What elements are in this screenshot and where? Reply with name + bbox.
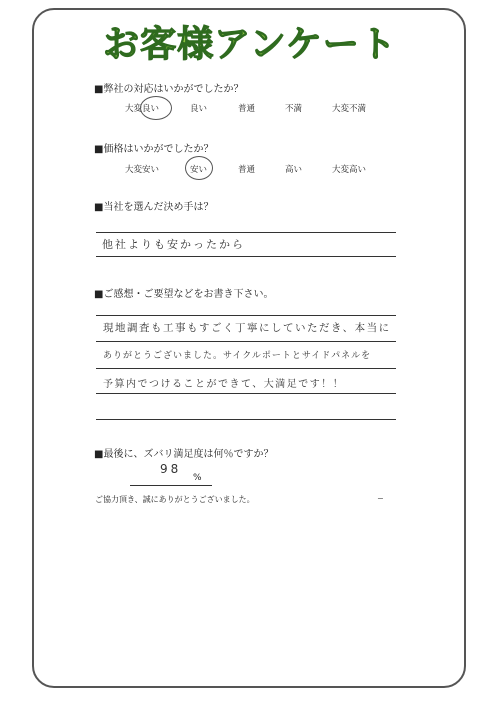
q3-line-2 (96, 256, 396, 257)
q2-option-2[interactable]: 安い (190, 165, 208, 175)
thank-you-footer: ご協力頂き、誠にありがとうございました。 (95, 495, 255, 504)
q1-option-2[interactable]: 良い (190, 104, 208, 114)
q2-option-5[interactable]: 大変高い (332, 165, 367, 175)
q1-option-4[interactable]: 不満 (285, 104, 303, 114)
q2-option-1[interactable]: 大変安い (125, 165, 160, 175)
q3-answer: 他社よりも安かったから (102, 238, 245, 251)
q5-line (130, 485, 212, 486)
q4-line-2 (96, 341, 396, 342)
q4-line-5 (96, 419, 396, 420)
q5-percent-unit: % (193, 473, 202, 483)
q3-label: ■当社を選んだ決め手は？ (94, 202, 214, 213)
q1-option-3[interactable]: 普通 (238, 104, 256, 114)
q1-selection-circle (140, 96, 172, 120)
q3-line-1 (96, 232, 396, 233)
footer-dash: − (377, 494, 384, 503)
q1-option-1[interactable]: 大変良い (125, 104, 160, 114)
q4-answer-line-3: 予算内でつけることができて、大満足です！！ (103, 379, 345, 390)
q4-answer-line-2: ありがとうございました。サイクルポートとサイドパネルを (103, 351, 372, 361)
survey-title: お客様アンケート (103, 24, 397, 65)
q4-label: ■ご感想・ご要望などをお書き下さい。 (94, 289, 274, 300)
q5-label: ■最後に、ズバリ満足度は何％ですか？ (94, 449, 274, 460)
q4-line-3 (96, 368, 396, 369)
q4-line-4 (96, 393, 396, 394)
q2-label: ■価格はいかがでしたか？ (94, 144, 214, 155)
q1-option-5[interactable]: 大変不満 (332, 104, 367, 114)
q1-label: ■弊社の対応はいかがでしたか？ (94, 84, 244, 95)
q4-answer-line-1: 現地調査も工事もすごく丁寧にしていただき、本当に (103, 322, 391, 334)
q4-line-1 (96, 315, 396, 316)
q2-option-3[interactable]: 普通 (238, 165, 256, 175)
q5-answer: 98 (160, 462, 182, 476)
q2-option-4[interactable]: 高い (285, 165, 303, 175)
q2-selection-circle (185, 156, 213, 180)
